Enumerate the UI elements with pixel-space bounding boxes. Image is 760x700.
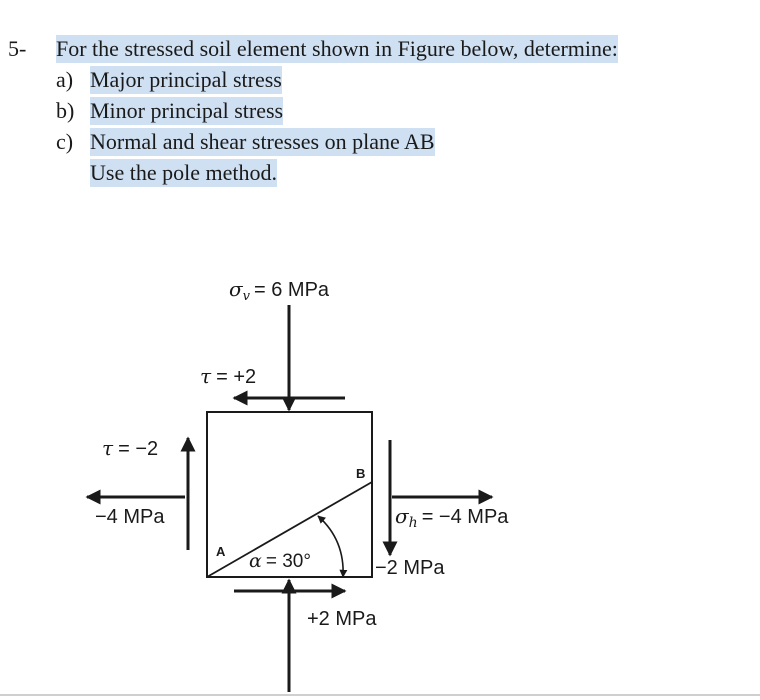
question-number: 5- xyxy=(8,36,27,61)
alpha-label: α = 30° xyxy=(249,550,311,572)
tau-left-label: τ = −2 xyxy=(102,436,159,460)
sigma-v-label: $\sigma_v = 6$ MPa xyxy=(229,277,330,304)
item-b-text: Minor principal stress xyxy=(90,98,284,123)
item-a-text: Major principal stress xyxy=(90,67,282,92)
item-b-marker: b) xyxy=(56,98,75,123)
page-bottom-rule xyxy=(0,694,760,696)
tau-top-label: τ = +2 xyxy=(200,364,257,388)
question-stem: For the stressed soil element shown in Figure below, determine: xyxy=(56,36,618,61)
sigma-h-label: $\sigma_h = -4$ MPa xyxy=(395,504,509,531)
item-c-marker: c) xyxy=(56,129,74,154)
item-a-marker: a) xyxy=(56,67,74,92)
item-c-text: Normal and shear stresses on plane AB xyxy=(90,129,435,154)
left-normal-label: −4 MPa xyxy=(95,506,165,528)
point-b-label: B xyxy=(356,466,366,481)
point-a-label: A xyxy=(216,544,226,559)
bottom-shear-label: +2 MPa xyxy=(307,608,377,630)
right-shear-label: −2 MPa xyxy=(375,557,445,579)
instruction: Use the pole method. xyxy=(90,160,277,185)
